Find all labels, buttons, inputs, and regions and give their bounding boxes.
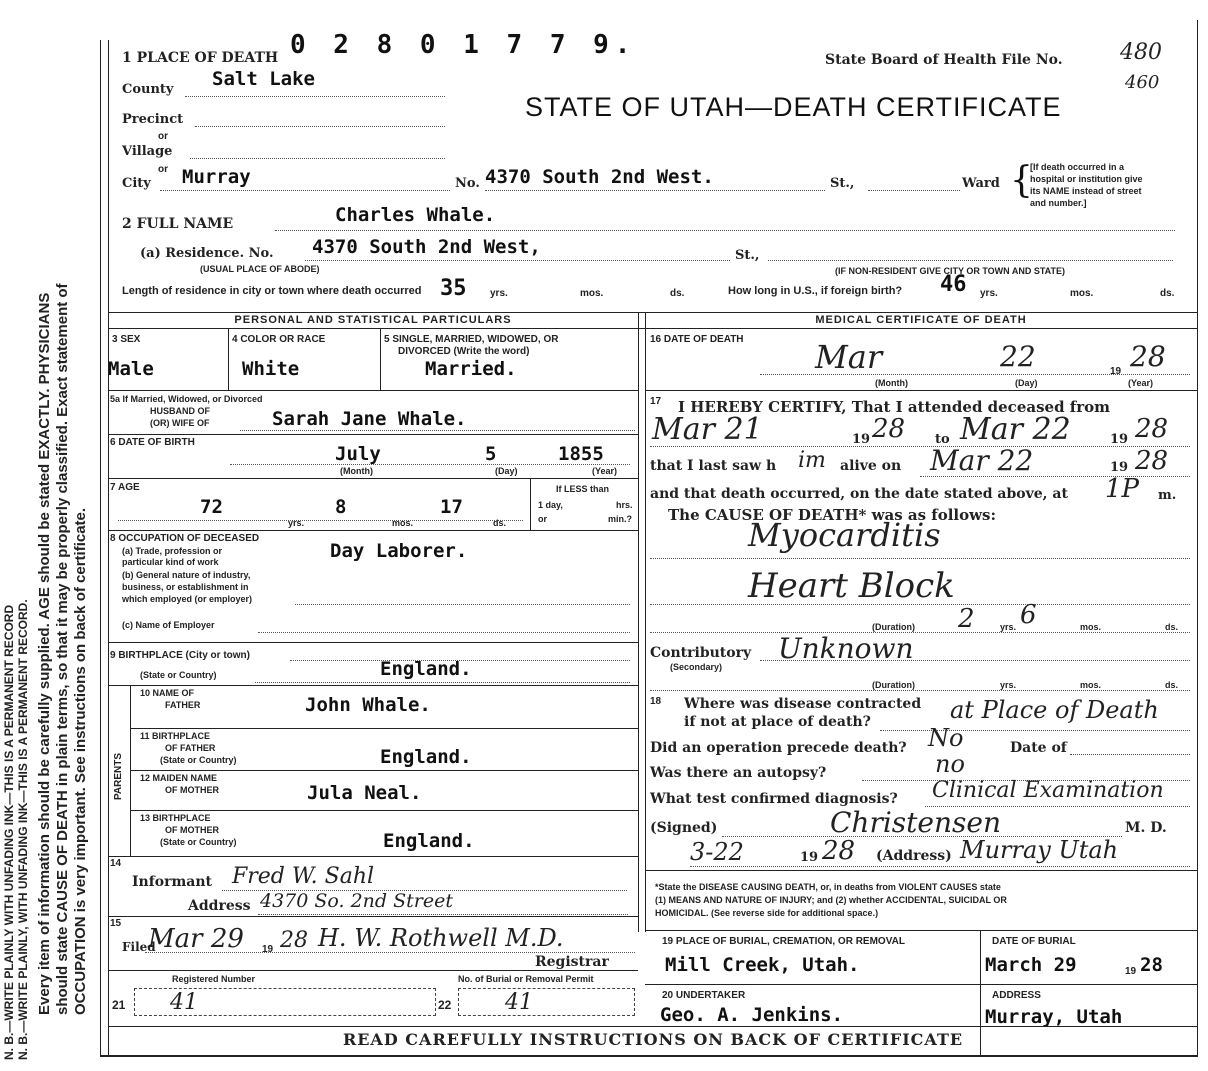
sex-label: 3 SEX bbox=[112, 334, 141, 345]
contributory-value: Unknown bbox=[778, 632, 914, 665]
signed-year-prefix: 19 bbox=[800, 850, 819, 865]
attended-to-year-prefix: 19 bbox=[1110, 432, 1129, 447]
medical-section-header: MEDICAL CERTIFICATE OF DEATH bbox=[815, 314, 1027, 326]
father-bp-label-3: (State or Country) bbox=[160, 755, 237, 765]
or-label-2: or bbox=[158, 164, 168, 175]
informant-label: Informant bbox=[132, 874, 212, 890]
or-label-1: or bbox=[158, 131, 168, 142]
cause-primary: Myocarditis bbox=[748, 516, 941, 554]
footnote-line-1: *State the DISEASE CAUSING DEATH, or, in deaths from VIOLENT CAUSES state bbox=[655, 882, 1001, 892]
burial-date-value: March 29 bbox=[985, 954, 1077, 976]
footer-instructions: READ CAREFULLY INSTRUCTIONS ON BACK OF CERTIFICATE bbox=[342, 1030, 964, 1049]
birth-year: 1855 bbox=[558, 443, 604, 465]
certify-num: 17 bbox=[650, 396, 662, 407]
burial-place-value: Mill Creek, Utah. bbox=[665, 954, 860, 976]
residence-value: 4370 South 2nd West, bbox=[312, 236, 541, 258]
village-label: Village bbox=[122, 144, 173, 159]
mother-birthplace-value: England. bbox=[383, 830, 475, 852]
filed-label: Filed bbox=[122, 940, 156, 954]
contributory-label: Contributory bbox=[650, 645, 752, 661]
where-contracted-label-1: Where was disease contracted bbox=[684, 696, 922, 712]
us-mos-label: mos. bbox=[1070, 288, 1094, 299]
q18-num: 18 bbox=[650, 696, 662, 707]
footnote-line-3: HOMICIDAL. (See reverse side for additional space.) bbox=[655, 908, 879, 918]
street-label: St., bbox=[830, 176, 855, 191]
age-or-label: or bbox=[538, 514, 547, 524]
registered-number-value: 41 bbox=[170, 990, 198, 1015]
precinct-label: Precinct bbox=[122, 112, 184, 127]
physician-address-value: Murray Utah bbox=[960, 836, 1119, 864]
color-label: 4 COLOR OR RACE bbox=[232, 334, 326, 345]
burial-year-prefix: 19 bbox=[1125, 966, 1137, 977]
occupation-label-5: business, or establishment in bbox=[122, 582, 249, 592]
autopsy-value: no bbox=[935, 750, 965, 778]
duration-years: 2 bbox=[958, 604, 975, 634]
burial-permit-label: No. of Burial or Removal Permit bbox=[458, 974, 594, 984]
where-contracted-label-2: if not at place of death? bbox=[684, 714, 871, 730]
attended-to: Mar 22 bbox=[960, 412, 1071, 447]
state-file-label: State Board of Health File No. bbox=[825, 52, 1063, 68]
physician-signature: Christensen bbox=[830, 806, 1001, 839]
attended-from: Mar 21 bbox=[652, 412, 763, 447]
age-day-label: 1 day, bbox=[538, 500, 563, 510]
test-confirmed-label: What test confirmed diagnosis? bbox=[650, 791, 898, 807]
burial-year-value: 28 bbox=[1140, 954, 1163, 976]
birthplace-label: 9 BIRTHPLACE (City or town) bbox=[110, 650, 250, 661]
signed-year: 28 bbox=[822, 836, 856, 866]
mother-bp-label-1: 13 BIRTHPLACE bbox=[140, 813, 211, 823]
mother-value: Jula Neal. bbox=[307, 782, 422, 804]
state-file-alt: 460 bbox=[1125, 72, 1160, 93]
birthplace-sub-label: (State or Country) bbox=[140, 670, 217, 680]
how-long-us-label: How long in U.S., if foreign birth? bbox=[728, 285, 903, 297]
alive-on-label: alive on bbox=[840, 458, 902, 474]
length-residence-years: 35 bbox=[440, 276, 467, 301]
ward-note-3: its NAME instead of street bbox=[1030, 186, 1142, 196]
death-occurred-label: and that death occurred, on the date stated above, at bbox=[650, 486, 1068, 502]
full-name-label: 2 FULL NAME bbox=[122, 216, 234, 232]
length-yrs-label: yrs. bbox=[490, 288, 508, 299]
birth-day-label: (Day) bbox=[495, 466, 518, 476]
contributory-mos-label: mos. bbox=[1080, 680, 1102, 690]
ward-note-2: hospital or institution give bbox=[1030, 174, 1143, 184]
age-ds-label: ds. bbox=[493, 518, 507, 528]
duration-label: (Duration) bbox=[872, 622, 915, 632]
father-label-2: FATHER bbox=[165, 700, 201, 710]
age-min-label: min.? bbox=[608, 514, 632, 524]
street-no-label: No. bbox=[455, 176, 480, 191]
spouse-label-2: HUSBAND OF bbox=[150, 406, 210, 416]
attended-from-year-prefix: 19 bbox=[852, 432, 871, 447]
death-year-label: (Year) bbox=[1128, 378, 1154, 388]
contributory-duration-label: (Duration) bbox=[872, 680, 915, 690]
residence-label: (a) Residence. No. bbox=[140, 246, 274, 261]
county-label: County bbox=[122, 82, 174, 97]
ward-label: Ward bbox=[962, 176, 1000, 191]
contributory-ds-label: ds. bbox=[1165, 680, 1179, 690]
operation-value: No bbox=[928, 724, 964, 752]
occupation-label-2: (a) Trade, profession or bbox=[122, 546, 223, 556]
test-confirmed-value: Clinical Examination bbox=[932, 778, 1164, 803]
duration-mos-label: mos. bbox=[1080, 622, 1102, 632]
physician-address-label: (Address) bbox=[876, 848, 952, 864]
place-of-death-heading: 1 PLACE OF DEATH bbox=[122, 50, 279, 66]
undertaker-address-label: ADDRESS bbox=[992, 990, 1041, 1001]
birth-year-label: (Year) bbox=[592, 466, 618, 476]
how-long-us-years: 46 bbox=[940, 272, 967, 297]
death-day: 22 bbox=[1000, 340, 1036, 373]
city-label: City bbox=[122, 176, 151, 191]
spouse-label-1: 5a If Married, Widowed, or Divorced bbox=[110, 394, 263, 404]
age-days: 17 bbox=[440, 496, 463, 518]
marital-label-2: DIVORCED (Write the word) bbox=[398, 346, 530, 357]
father-birthplace-value: England. bbox=[380, 746, 472, 768]
informant-address-value: 4370 So. 2nd Street bbox=[260, 890, 453, 912]
usual-abode-label: (USUAL PLACE OF ABODE) bbox=[200, 264, 320, 274]
where-contracted-value: at Place of Death bbox=[950, 696, 1159, 724]
color-value: White bbox=[242, 358, 300, 380]
filed-num: 15 bbox=[110, 918, 122, 929]
alive-on-year: 28 bbox=[1135, 446, 1169, 476]
spouse-value: Sarah Jane Whale. bbox=[272, 408, 467, 430]
signed-label: (Signed) bbox=[650, 820, 718, 836]
attended-from-year: 28 bbox=[872, 414, 906, 444]
occupation-label-4: (b) General nature of industry, bbox=[122, 570, 251, 580]
death-day-label: (Day) bbox=[1015, 378, 1038, 388]
city-value: Murray bbox=[182, 166, 251, 188]
death-time: 1P bbox=[1105, 474, 1140, 504]
burial-permit-box bbox=[458, 988, 635, 1016]
alive-year-prefix: 19 bbox=[1110, 460, 1129, 475]
birth-date-label: 6 DATE OF BIRTH bbox=[110, 437, 195, 448]
burial-label: 19 PLACE OF BURIAL, CREMATION, OR REMOVAL bbox=[662, 936, 905, 947]
ward-note-1: [If death occurred in a bbox=[1030, 162, 1125, 172]
employer-label: (c) Name of Employer bbox=[122, 620, 215, 630]
mother-label-2: OF MOTHER bbox=[165, 785, 219, 795]
mother-label-1: 12 MAIDEN NAME bbox=[140, 773, 218, 783]
marital-label-1: 5 SINGLE, MARRIED, WIDOWED, OR bbox=[384, 334, 559, 345]
side-notice-2: N. B.—WRITE PLAINLY, WITH UNFADING INK—THIS IS A PERMANENT RECORD. bbox=[16, 599, 30, 1060]
attended-to-year: 28 bbox=[1135, 414, 1169, 444]
cause-label: The CAUSE OF DEATH* was as follows: bbox=[668, 506, 997, 524]
attended-to-label: to bbox=[935, 432, 950, 447]
nonresident-label: (IF NON-RESIDENT GIVE CITY OR TOWN AND STATE) bbox=[835, 266, 1066, 276]
sex-value: Male bbox=[108, 358, 154, 380]
registered-left-num: 21 bbox=[112, 998, 126, 1012]
death-year: 28 bbox=[1130, 340, 1166, 373]
undertaker-label: 20 UNDERTAKER bbox=[662, 990, 746, 1001]
length-mos-label: mos. bbox=[580, 288, 604, 299]
informant-value: Fred W. Sahl bbox=[232, 864, 375, 889]
father-value: John Whale. bbox=[305, 694, 431, 716]
ward-note-4: and number.] bbox=[1030, 198, 1087, 208]
registrar-signature: H. W. Rothwell M.D. bbox=[318, 924, 564, 952]
personal-section-header: PERSONAL AND STATISTICAL PARTICULARS bbox=[234, 314, 512, 326]
contributory-yrs-label: yrs. bbox=[1000, 680, 1017, 690]
last-saw-hand: im bbox=[798, 448, 826, 473]
duration-ds-label: ds. bbox=[1165, 622, 1179, 632]
informant-address-label: Address bbox=[188, 898, 251, 914]
county-value: Salt Lake bbox=[212, 68, 315, 90]
age-label: 7 AGE bbox=[110, 482, 140, 493]
side-instructions-2: should state CAUSE OF DEATH in plain terms, so that it may be properly classified. Exact statement of bbox=[54, 283, 71, 1015]
filed-year: 28 bbox=[280, 928, 308, 953]
alive-on-date: Mar 22 bbox=[930, 444, 1034, 477]
birth-day: 5 bbox=[485, 443, 497, 465]
mother-bp-label-3: (State or Country) bbox=[160, 837, 237, 847]
side-instructions-1: Every item of information should be carefully supplied. AGE should be stated EXACTLY. PHYSICIANS bbox=[36, 292, 53, 1015]
death-month: Mar bbox=[815, 338, 883, 376]
occupation-label-1: 8 OCCUPATION OF DECEASED bbox=[110, 533, 260, 544]
registrar-label: Registrar bbox=[535, 954, 609, 970]
filed-date: Mar 29 bbox=[148, 924, 244, 954]
spouse-label-3: (OR) WIFE OF bbox=[150, 418, 210, 428]
marital-value: Married. bbox=[425, 358, 517, 380]
undertaker-address-value: Murray, Utah bbox=[985, 1006, 1123, 1028]
footnote-line-2: (1) MEANS AND NATURE OF INJURY; and (2) whether ACCIDENTAL, SUICIDAL OR bbox=[655, 895, 1007, 905]
autopsy-label: Was there an autopsy? bbox=[650, 765, 827, 781]
father-bp-label-1: 11 BIRTHPLACE bbox=[140, 731, 211, 741]
age-yrs-label: yrs. bbox=[288, 518, 305, 528]
age-less-label: If LESS than bbox=[556, 484, 610, 494]
undertaker-name: Geo. A. Jenkins. bbox=[660, 1004, 844, 1026]
us-ds-label: ds. bbox=[1160, 288, 1175, 299]
secondary-label: (Secondary) bbox=[670, 662, 723, 672]
duration-months: 6 bbox=[1020, 600, 1037, 630]
informant-num: 14 bbox=[110, 858, 122, 869]
signed-date: 3-22 bbox=[690, 838, 744, 866]
age-years: 72 bbox=[200, 496, 223, 518]
birth-month: July bbox=[335, 443, 381, 465]
occupation-value: Day Laborer. bbox=[330, 540, 468, 562]
duration-yrs-label: yrs. bbox=[1000, 622, 1017, 632]
father-label-1: 10 NAME OF bbox=[140, 688, 195, 698]
certify-text: I HEREBY CERTIFY, That I attended deceased from bbox=[678, 398, 1111, 416]
age-hrs-label: hrs. bbox=[616, 500, 633, 510]
certificate-number: 0 2 8 0 1 7 7 9. bbox=[290, 30, 637, 60]
birth-month-label: (Month) bbox=[340, 466, 373, 476]
certificate-title: STATE OF UTAH—DEATH CERTIFICATE bbox=[525, 92, 1062, 122]
registered-number-label: Registered Number bbox=[172, 974, 256, 984]
last-saw-label: that I last saw h bbox=[650, 458, 777, 474]
death-month-label: (Month) bbox=[875, 378, 908, 388]
cause-secondary: Heart Block bbox=[748, 566, 955, 606]
father-bp-label-2: OF FATHER bbox=[165, 743, 216, 753]
length-ds-label: ds. bbox=[670, 288, 685, 299]
birthplace-value: England. bbox=[380, 658, 472, 680]
burial-date-label: DATE OF BURIAL bbox=[992, 936, 1076, 947]
death-time-m: m. bbox=[1158, 488, 1177, 503]
ward-brace: { bbox=[1010, 160, 1033, 201]
us-yrs-label: yrs. bbox=[980, 288, 998, 299]
mother-bp-label-2: OF MOTHER bbox=[165, 825, 219, 835]
death-address-value: 4370 South 2nd West. bbox=[485, 166, 714, 188]
death-date-label: 16 DATE OF DEATH bbox=[650, 334, 744, 345]
state-file-value: 480 bbox=[1120, 40, 1162, 65]
side-notice-1: N. B.—WRITE PLAINLY WITH UNFADING INK—THIS IS A PERMANENT RECORD bbox=[2, 604, 16, 1060]
side-instructions-3: OCCUPATION is very important. See instructions on back of certificate. bbox=[72, 507, 89, 1015]
length-residence-label: Length of residence in city or town where death occurred bbox=[122, 285, 422, 297]
age-months: 8 bbox=[335, 496, 347, 518]
md-label: M. D. bbox=[1125, 820, 1167, 836]
burial-permit-num: 22 bbox=[438, 998, 452, 1012]
residence-st-label: St., bbox=[735, 248, 760, 263]
operation-label: Did an operation precede death? bbox=[650, 740, 907, 756]
burial-permit-value: 41 bbox=[505, 990, 533, 1015]
parents-side-label: PARENTS bbox=[113, 752, 124, 800]
operation-date-label: Date of bbox=[1010, 740, 1067, 756]
death-year-prefix: 19 bbox=[1110, 366, 1122, 377]
age-mos-label: mos. bbox=[392, 518, 414, 528]
occupation-label-3: particular kind of work bbox=[122, 557, 219, 567]
occupation-label-6: which employed (or employer) bbox=[122, 594, 253, 604]
full-name-value: Charles Whale. bbox=[335, 204, 496, 226]
